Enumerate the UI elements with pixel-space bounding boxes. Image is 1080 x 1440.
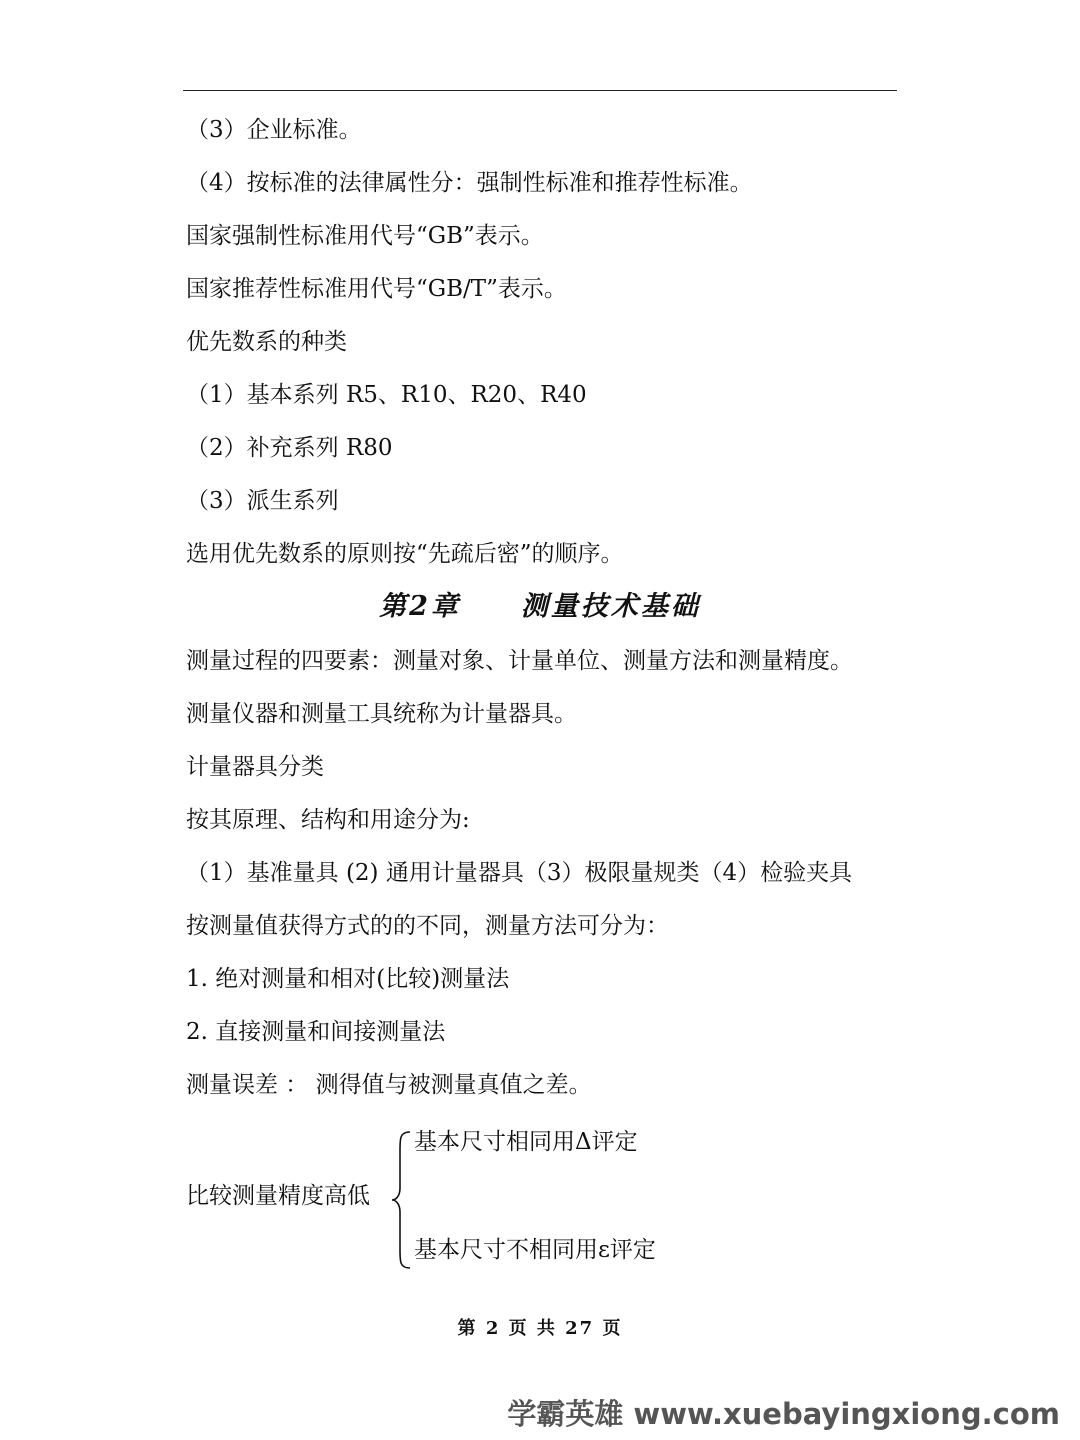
text-line: 国家强制性标准用代号“GB”表示。 [186, 223, 544, 249]
text-line: 优先数系的种类 [186, 329, 347, 355]
text-line: 2. 直接测量和间接测量法 [186, 1019, 446, 1045]
text-line: （2）补充系列 R80 [186, 435, 393, 461]
text-line: 测量过程的四要素：测量对象、计量单位、测量方法和测量精度。 [186, 648, 853, 674]
text-line: 按其原理、结构和用途分为: [186, 807, 470, 833]
text-line: （4）按标准的法律属性分：强制性标准和推荐性标准。 [186, 170, 753, 196]
brace-option: 基本尺寸相同用Δ评定 [414, 1129, 638, 1155]
text-line: （1）基本系列 R5、R10、R20、R40 [186, 382, 587, 408]
text-line: （3）派生系列 [186, 488, 339, 514]
page-footer: 第 2 页 共 27 页 [457, 1318, 623, 1339]
text-line: 1. 绝对测量和相对(比较)测量法 [186, 966, 510, 992]
left-brace [390, 1130, 414, 1270]
chapter-heading [0, 590, 1080, 624]
text-line: 选用优先数系的原则按“先疏后密”的顺序。 [186, 541, 624, 567]
watermark: 学霸英雄 www.xuebayingxiong.com [507, 1397, 1060, 1431]
text-line: 按测量值获得方式的的不同，测量方法可分为： [186, 913, 669, 939]
text-line: （3）企业标准。 [186, 117, 362, 143]
brace-option: 基本尺寸不相同用ε评定 [414, 1237, 656, 1263]
text-line: 计量器具分类 [186, 754, 324, 780]
chapter-title: 测量技术基础 [520, 591, 701, 622]
text-line: （1）基准量具 (2) 通用计量器具（3）极限量规类（4）检验夹具 [186, 860, 853, 886]
text-line: 测量误差 ： 测得值与被测量真值之差。 [186, 1072, 592, 1098]
text-line: 国家推荐性标准用代号“GB/T”表示。 [186, 276, 567, 302]
text-line: 测量仪器和测量工具统称为计量器具。 [186, 701, 577, 727]
header-rule [183, 90, 897, 91]
brace-label: 比较测量精度高低 [186, 1183, 370, 1209]
chapter-number: 第2章 [379, 591, 461, 622]
